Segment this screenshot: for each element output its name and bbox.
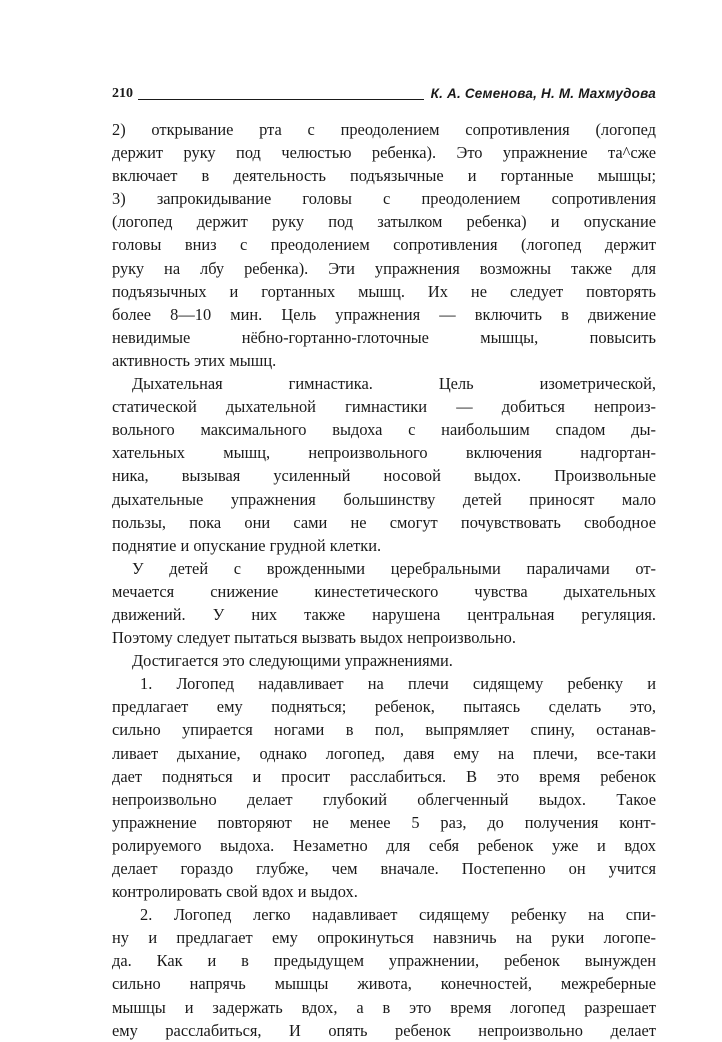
text-line: 2) открывание рта с преодолением сопротивления (логопед <box>112 120 656 139</box>
body-text <box>112 118 656 1042</box>
text-line: ему расслабиться, И опять ребенок непроизвольно делает <box>112 1020 656 1040</box>
text-line: подъязычных и гортанных мышц. Их не следует повторять <box>112 281 656 301</box>
header-rule <box>138 99 424 100</box>
text-line: У детей с врожденными церебральными параличами от- <box>132 558 656 578</box>
text-line: 2. Логопед легко надавливает сидящему ребенку на спи- <box>140 905 656 925</box>
text-line: непроизвольно делает глубокий облегченный выдох. Такое <box>112 789 656 809</box>
text-line: 3) запрокидывание головы с преодолением сопротивления <box>112 189 656 209</box>
text-line: да. Как и в предыдущем упражнении, ребенок вынужден <box>112 951 656 971</box>
section-heading-line: Дыхательная гимнастика. Цель изометрической, <box>132 374 656 394</box>
text-line: ролируемого выдоха. Незаметно для себя ребенок уже и вдох <box>112 835 656 855</box>
text-line: Достигается это следующими упражнениями. <box>132 651 453 671</box>
text-line: (логопед держит руку под затылком ребенка) и опускание <box>112 212 656 232</box>
text-line: предлагает ему подняться; ребенок, пытаясь сделать это, <box>112 697 656 717</box>
text-line: 1. Логопед надавливает на плечи сидящему ребенку и <box>140 674 656 694</box>
text-line: ливает дыхание, однако логопед, давя ему на плечи, все-таки <box>112 743 656 763</box>
text-line: хательных мышц, непроизвольного включения надгортан- <box>112 443 656 463</box>
text-line: включает в деятельность подъязычные и гортанные мышцы; <box>112 166 656 186</box>
text-line: Поэтому следует пытаться вызвать выдох непроизвольно. <box>112 628 516 648</box>
text-line: упражнение повторяют не менее 5 раз, до получения конт- <box>112 812 656 832</box>
text-line: активность этих мышц. <box>112 350 277 370</box>
text-line: контролировать свой вдох и выдох. <box>112 882 358 902</box>
text-line: сильно напрячь мышцы живота, конечностей, межреберные <box>112 974 656 994</box>
text-line: невидимые нёбно-гортанно-глоточные мышцы, повысить <box>112 327 656 347</box>
text-line: мечается снижение кинестетического чувства дыхательных <box>112 581 656 601</box>
text-line: руку на лбу ребенка). Эти упражнения возможны также для <box>112 258 656 278</box>
page-number: 210 <box>112 86 133 101</box>
text-line: более 8—10 мин. Цель упражнения — включить в движение <box>112 304 656 324</box>
text-line: дает подняться и просит расслабиться. В это время ребенок <box>112 766 656 786</box>
text-line: дыхательные упражнения большинству детей приносят мало <box>112 489 656 509</box>
text-line: ника, вызывая усиленный носовой выдох. Произвольные <box>112 466 656 486</box>
text-line: держит руку под челюстью ребенка). Это упражнение та^сже <box>112 143 656 163</box>
text-line: поднятие и опускание грудной клетки. <box>112 535 382 555</box>
text-line: ну и предлагает ему опрокинуться навзничь на руки логопе- <box>112 928 656 948</box>
text-line: статической дыхательной гимнастики — добиться непроиз- <box>112 397 656 417</box>
text-line: делает гораздо глубже, чем вначале. Постепенно он учится <box>112 859 656 878</box>
text-line: пользы, пока они сами не смогут почувствовать свободное <box>112 512 656 532</box>
text-line: головы вниз с преодолением сопротивления (логопед держит <box>112 235 656 255</box>
running-head-authors: К. А. Семенова, Н. М. Махмудова <box>430 86 656 101</box>
text-line: движений. У них также нарушена центральная регуляция. <box>112 604 656 624</box>
text-line: мышцы и задержать вдох, а в это время логопед разрешает <box>112 997 656 1017</box>
page-header <box>112 86 656 104</box>
text-line: сильно упирается ногами в пол, выпрямляет спину, останав- <box>112 720 656 740</box>
text-line: вольного максимального выдоха с наибольшим спадом ды- <box>112 420 656 440</box>
